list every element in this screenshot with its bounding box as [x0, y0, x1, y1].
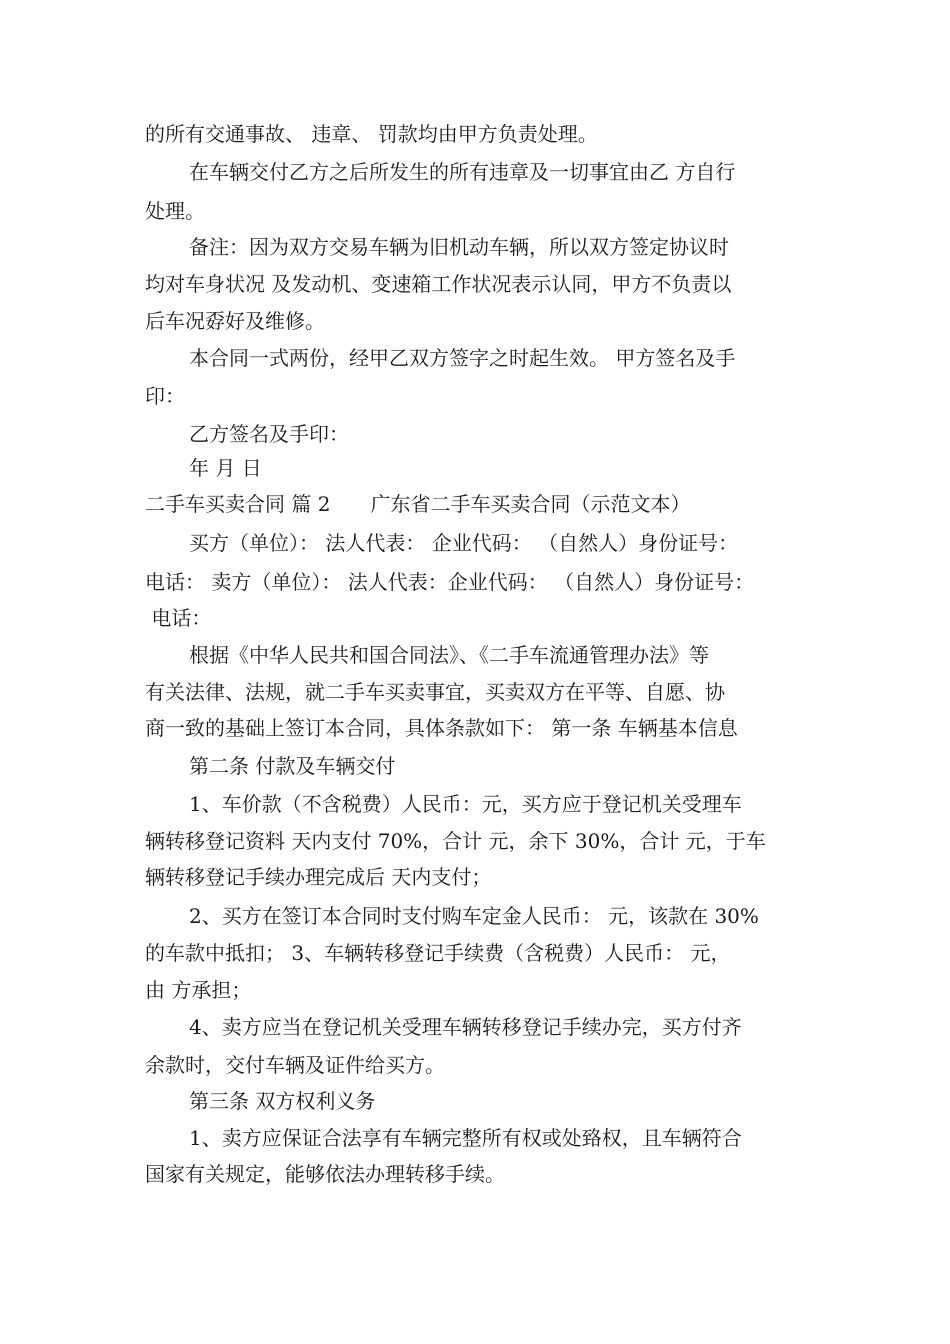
text-line: 乙方签名及手印：	[189, 422, 349, 446]
text-line: 电话：	[145, 606, 212, 630]
text-line: 根据《中华人民共和国合同法》、《二手车流通管理办法》等	[189, 643, 709, 667]
text-line: 年 月 日	[189, 456, 262, 480]
text-line: 在车辆交付乙方之后所发生的所有违章及一切事宜由乙 方自行	[189, 160, 736, 184]
article-heading: 第三条 双方权利义务	[189, 1089, 376, 1113]
text-line: 的车款中抵扣； 3、车辆转移登记手续费（含税费）人民币： 元，	[145, 941, 731, 965]
text-line: 电话： 卖方（单位）： 法人代表：企业代码： （自然人）身份证号：	[145, 570, 755, 594]
text-line: 1、车价款（不含税费）人民币：元，买方应于登记机关受理车	[189, 792, 742, 816]
article-heading: 第二条 付款及车辆交付	[189, 754, 396, 778]
text-line: 印：	[145, 384, 185, 408]
text-line: 4、卖方应当在登记机关受理车辆转移登记手续办完，买方付齐	[189, 1015, 742, 1039]
text-line: 余款时，交付车辆及证件给买方。	[145, 1053, 445, 1077]
text-line: 备注：因为双方交易车辆为旧机动车辆，所以双方签定协议时	[189, 235, 729, 259]
text-line: 2、买方在签订本合同时支付购车定金人民币： 元，该款在 30%	[189, 904, 759, 928]
text-line: 本合同一式两份，经甲乙双方签字之时起生效。 甲方签名及手	[189, 346, 736, 370]
text-line: 的所有交通事故、 违章、 罚款均由甲方负责处理。	[145, 122, 598, 146]
text-line: 由 方承担；	[145, 978, 252, 1002]
section-heading: 二手车买卖合同 篇 2 广东省二手车买卖合同（示范文本）	[145, 492, 691, 516]
text-line: 处理。	[145, 199, 205, 223]
text-line: 商一致的基础上签订本合同，具体条款如下： 第一条 车辆基本信息	[145, 716, 738, 740]
text-line: 辆转移登记手续办理完成后 天内支付；	[145, 865, 492, 889]
text-line: 国家有关规定，能够依法办理转移手续。	[145, 1162, 505, 1186]
text-line: 后车况孬好及维修。	[145, 309, 325, 333]
text-line: 辆转移登记资料 天内支付 70%，合计 元，余下 30%，合计 元，于车	[145, 829, 766, 853]
text-line: 有关法律、法规，就二手车买卖事宜，买卖双方在平等、自愿、协	[145, 680, 725, 704]
text-line: 均对车身状况 及发动机、变速箱工作状况表示认同，甲方不负责以	[145, 272, 732, 296]
text-line: 买方（单位）： 法人代表： 企业代码： （自然人）身份证号：	[189, 531, 739, 555]
text-line: 1、卖方应保证合法享有车辆完整所有权或处臵权，且车辆符合	[189, 1126, 742, 1150]
